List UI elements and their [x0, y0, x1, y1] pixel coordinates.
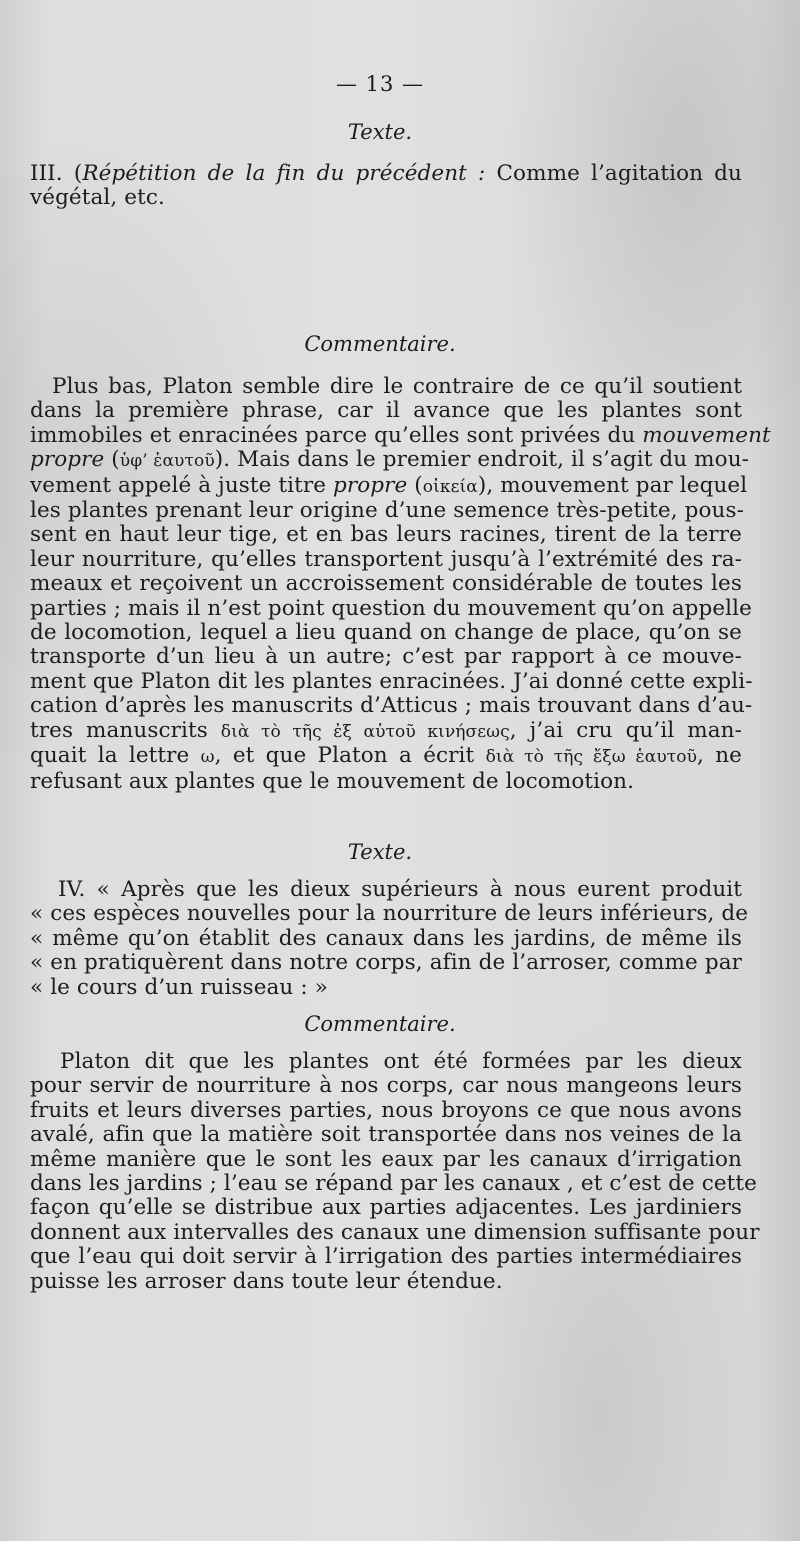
- section-heading-commentaire-iv: Commentaire.: [304, 1012, 456, 1036]
- paragraph-commentaire-iv: [30, 1049, 760, 1294]
- text-line: végétal, etc.: [30, 185, 165, 211]
- text-line: même manière que le sont les eaux par les canaux d’irrigation: [30, 1146, 742, 1172]
- greek-text: ὑφ’ ἑαυτοῦ: [119, 451, 215, 472]
- text-line: « même qu’on établit des canaux dans les jardins, de même ils: [30, 925, 742, 951]
- section-heading-texte-iv: Texte.: [347, 840, 413, 864]
- greek-text: διὰ τὸ τῆς ἔξω ἑαυτοῦ: [485, 747, 698, 768]
- text-line: tres manuscrits διὰ τὸ τῆς ἐξ αὐτοῦ κινήσεως, j’ai cru qu’il man-: [30, 717, 742, 743]
- text-line: propre (ὑφ’ ἑαυτοῦ). Mais dans le premier endroit, il s’agit du mou-: [30, 447, 750, 473]
- text-line: ment que Platon dit les plantes enracinées. J’ai donné cette expli-: [30, 668, 753, 694]
- greek-text: οἰκεία: [422, 476, 478, 497]
- greek-text: διὰ τὸ τῆς ἐξ αὐτοῦ κινήσεως: [220, 721, 510, 742]
- text-line: façon qu’elle se distribue aux parties adjacentes. Les jardiniers: [30, 1195, 742, 1221]
- text-line: que l’eau qui doit servir à l’irrigation des parties intermédiaires: [30, 1244, 742, 1270]
- text-line: cation d’après les manuscrits d’Atticus ; mais trouvant dans d’au-: [30, 693, 753, 719]
- text-line: IV. « Après que les dieux supérieurs à nous eurent produit: [58, 877, 742, 902]
- text-line: « en pratiquèrent dans notre corps, afin de l’arroser, comme par: [30, 950, 742, 976]
- text-line: immobiles et enracinées parce qu’elles sont privées du mouvement: [30, 422, 771, 448]
- text-line: de locomotion, lequel a lieu quand on change de place, qu’on se: [30, 620, 742, 646]
- paragraph-texte-iii: [30, 162, 742, 211]
- text-line: Plus bas, Platon semble dire le contraire de ce qu’il soutient: [52, 374, 742, 399]
- text-line: quait la lettre ω, et que Platon a écrit διὰ τὸ τῆς ἔξω ἑαυτοῦ, ne: [30, 743, 743, 769]
- text-line: Platon dit que les plantes ont été formées par les dieux: [60, 1049, 742, 1074]
- text-line: « ces espèces nouvelles pour la nourriture de leurs inférieurs, de: [30, 901, 749, 927]
- text-line: donnent aux intervalles des canaux une dimension suffisante pour: [30, 1219, 760, 1245]
- greek-text: ω: [200, 747, 215, 768]
- text-line: pour servir de nourriture à nos corps, car nous mangeons leurs: [30, 1073, 742, 1099]
- paragraph-texte-iv: [30, 877, 749, 1000]
- section-heading-texte-iii: Texte.: [347, 120, 413, 144]
- text-line: sent en haut leur tige, et en bas leurs racines, tirent de la terre: [30, 522, 742, 548]
- text-line: les plantes prenant leur origine d’une semence très-petite, pous-: [30, 498, 744, 524]
- text-line: avalé, afin que la matière soit transportée dans nos veines de la: [30, 1122, 742, 1148]
- text-line: transporte d’un lieu à un autre; c’est par rapport à ce mouve-: [30, 644, 742, 670]
- italic-note: Répétition de la fin du précédent :: [82, 161, 486, 186]
- page-number: — 13 —: [335, 72, 425, 96]
- text-line: meaux et reçoivent un accroissement considérable de toutes les: [30, 571, 742, 597]
- text-line: puisse les arroser dans toute leur étendue.: [30, 1268, 503, 1294]
- paragraph-commentaire-iii: [30, 374, 771, 794]
- text-line: III. (Répétition de la fin du précédent : Comme l’agitation du: [30, 161, 742, 186]
- text-line: leur nourriture, qu’elles transportent jusqu’à l’extrémité des ra-: [30, 546, 742, 572]
- text-line: vement appelé à juste titre propre (οἰκεία), mouvement par lequel: [30, 472, 748, 498]
- text-line: refusant aux plantes que le mouvement de locomotion.: [30, 768, 635, 794]
- text-line: parties ; mais il n’est point question du mouvement qu’on appelle: [30, 595, 752, 621]
- text-line: dans les jardins ; l’eau se répand par les canaux , et c’est de cette: [30, 1171, 757, 1197]
- section-heading-commentaire-iii: Commentaire.: [304, 332, 456, 356]
- text-line: dans la première phrase, car il avance que les plantes sont: [30, 398, 742, 424]
- text-line: fruits et leurs diverses parties, nous broyons ce que nous avons: [30, 1097, 742, 1123]
- text-line: « le cours d’un ruisseau : »: [30, 974, 328, 1000]
